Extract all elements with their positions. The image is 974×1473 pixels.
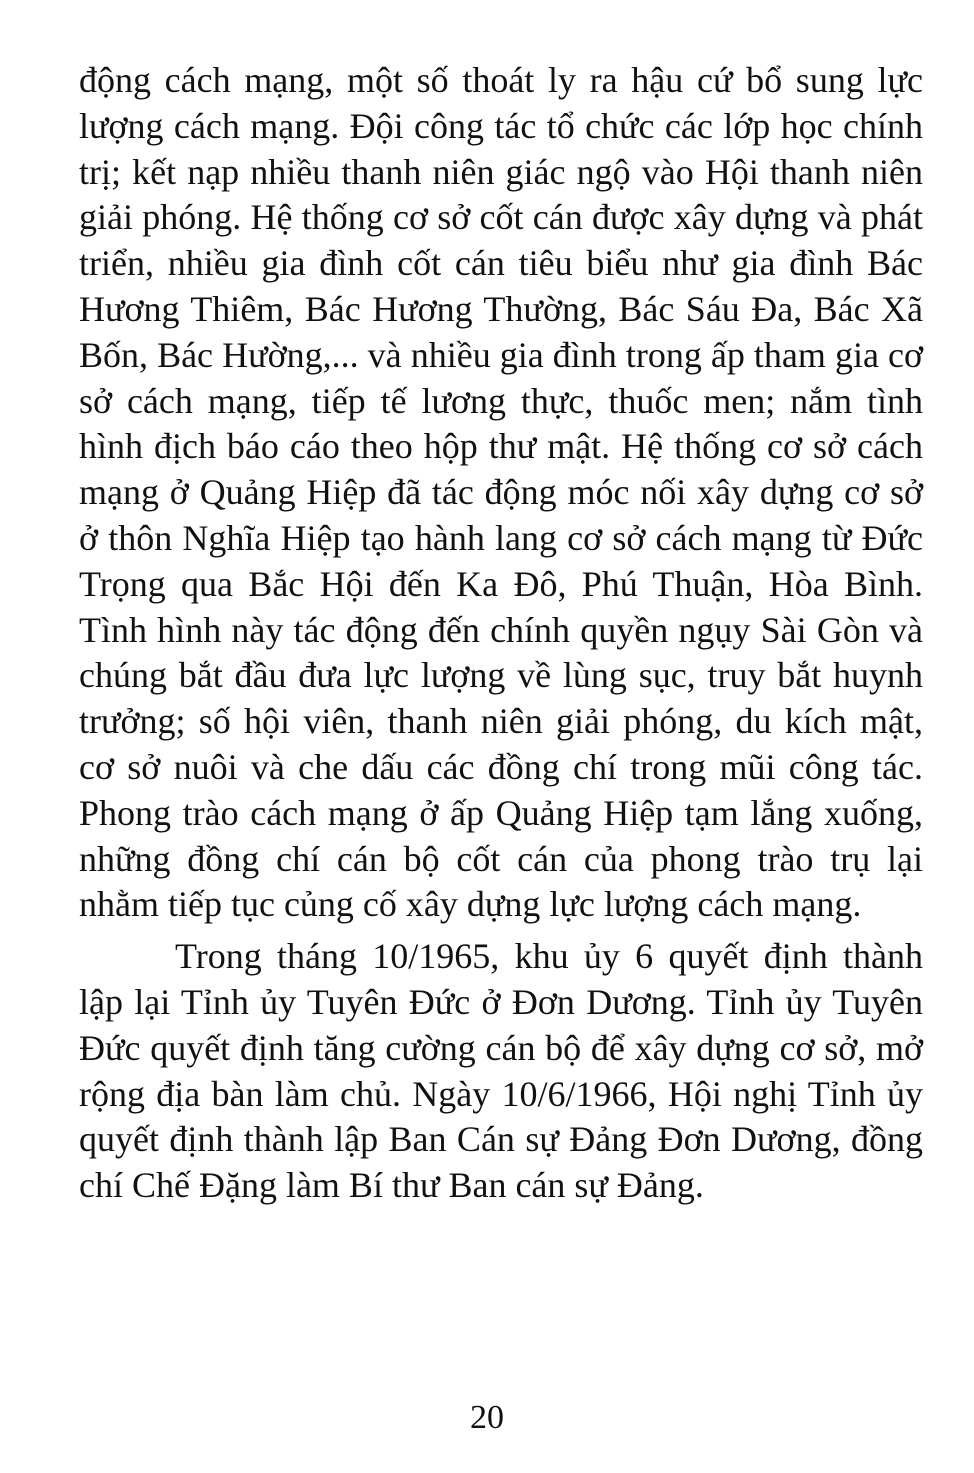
page-body	[79, 58, 923, 1209]
body-paragraph: Trong tháng 10/1965, khu ủy 6 quyết định thành lập lại Tỉnh ủy Tuyên Đức ở Đơn Dương. Tỉnh ủy Tuyên Đức quyết định tăng cường cán bộ để xây dựng cơ sở, mở rộng địa bàn làm chủ. Ngày 10/6/1966, Hội nghị Tỉnh ủy quyết định thành lập Ban Cán sự Đảng Đơn Dương, đồng chí Chế Đặng làm Bí thư Ban cán sự Đảng.	[79, 936, 923, 1206]
body-paragraph: động cách mạng, một số thoát ly ra hậu cứ bổ sung lực lượng cách mạng. Đội công tác tổ chức các lớp học chính trị; kết nạp nhiều thanh niên giác ngộ vào Hội thanh niên giải phóng. Hệ thống cơ sở cốt cán được xây dựng và phát triển, nhiều gia đình cốt cán tiêu biểu như gia đình Bác Hương Thiêm, Bác Hương Thường, Bác Sáu Đa, Bác Xã Bốn, Bác Hường,... và nhiều gia đình trong ấp tham gia cơ sở cách mạng, tiếp tế lương thực, thuốc men; nắm tình hình địch báo cáo theo hộp thư mật. Hệ thống cơ sở cách mạng ở Quảng Hiệp đã tác động móc nối xây dựng cơ sở ở thôn Nghĩa Hiệp tạo hành lang cơ sở cách mạng từ Đức Trọng qua Bắc Hội đến Ka Đô, Phú Thuận, Hòa Bình. Tình hình này tác động đến chính quyền ngụy Sài Gòn và chúng bắt đầu đưa lực lượng về lùng sục, truy bắt huynh trưởng; số hội viên, thanh niên giải phóng, du kích mật, cơ sở nuôi và che dấu các đồng chí trong mũi công tác. Phong trào cách mạng ở ấp Quảng Hiệp tạm lắng xuống, những đồng chí cán bộ cốt cán của phong trào trụ lại nhằm tiếp tục củng cố xây dựng lực lượng cách mạng.	[79, 60, 923, 925]
page-number: 20	[470, 1399, 504, 1436]
